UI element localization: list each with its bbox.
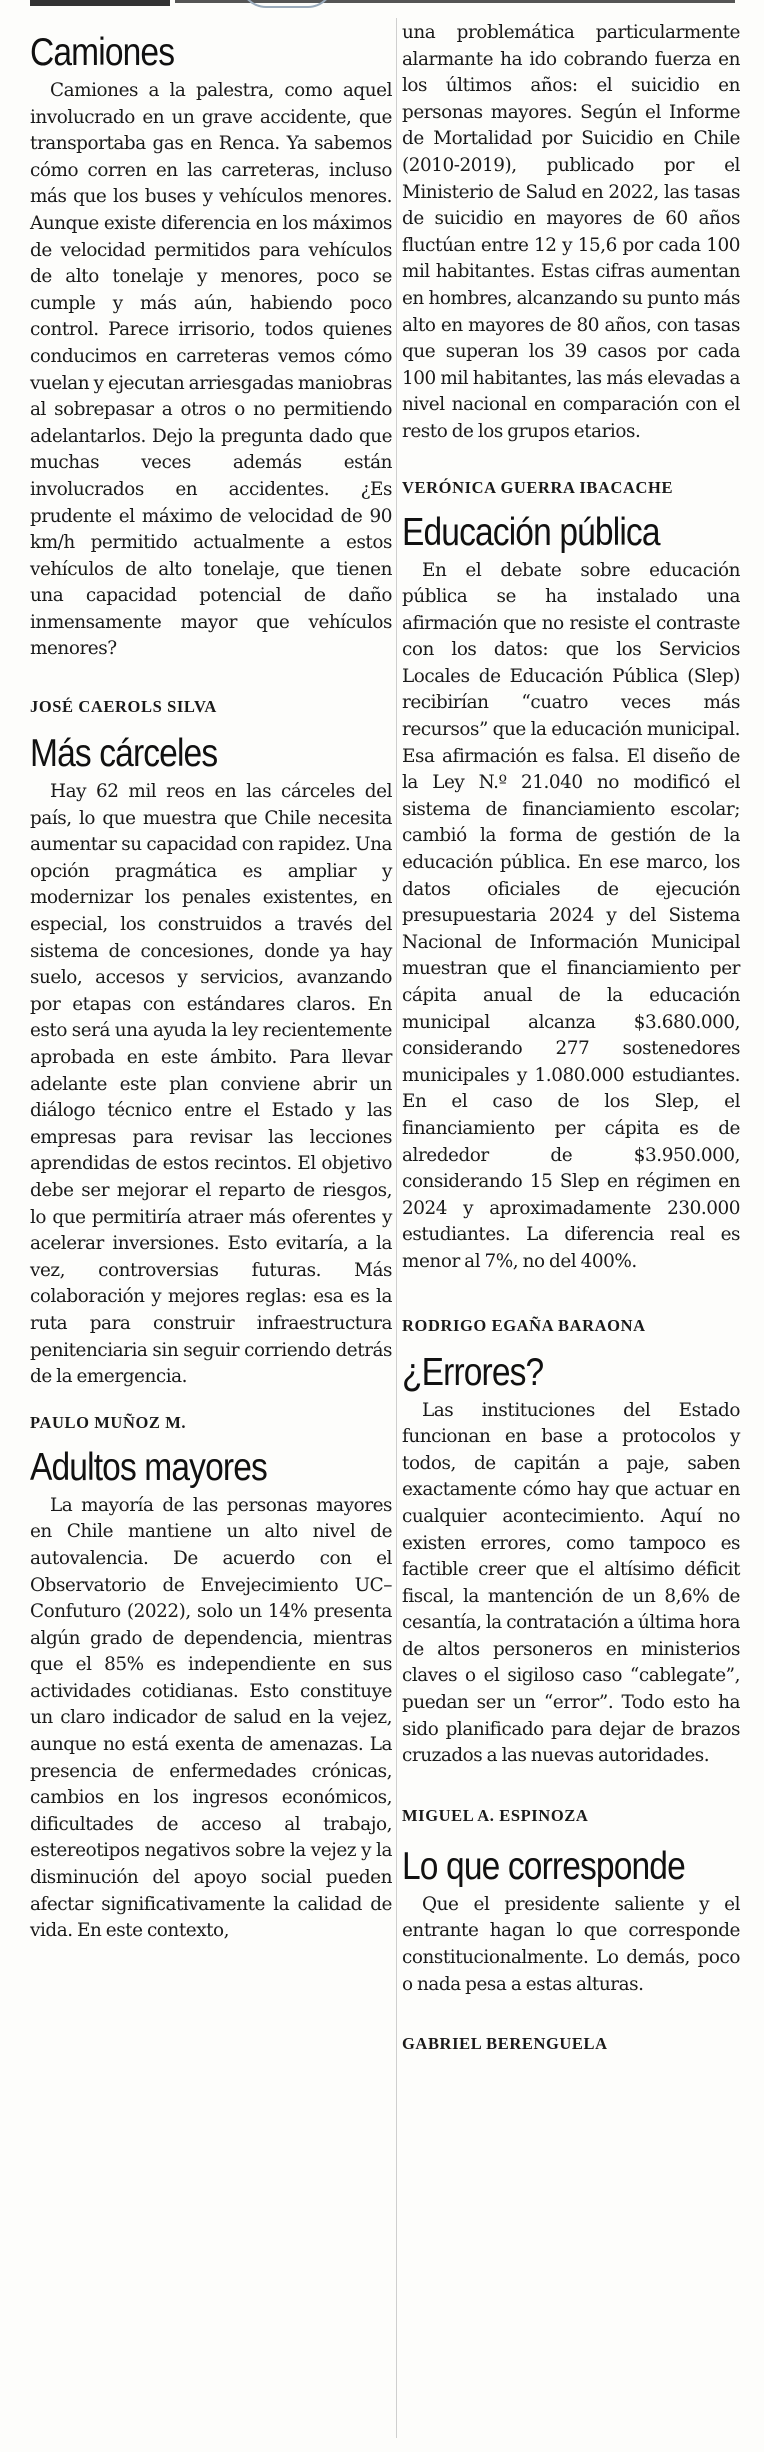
column-divider: [396, 18, 397, 2438]
left-column: [30, 20, 392, 1945]
letter-mas-carceles: [30, 733, 392, 1433]
letter-author: RODRIGO EGAÑA BARAONA: [402, 1315, 646, 1335]
letter-author: MIGUEL A. ESPINOZA: [402, 1805, 589, 1825]
letter-body: En el debate sobre educación pública se ha instalado una afirmación que no resiste el contraste con los datos: que los Servicios Locales de Educación Pública (Slep) recibirían “cuatro veces más recursos” que la educación municipal. Esa afirmación es falsa. El diseño de la Ley N.º 21.040 no modificó el sistema de financiamiento escolar; cambió la forma de gestión de la educación pública. En ese marco, los datos oficiales de ejecución presupuestaria 2024 y del Sistema Nacional de Información Municipal muestran que el financiamiento per cápita anual de la educación municipal alcanza $3.680.000, considerando 277 sostenedores municipales y 1.080.000 estudiantes. En el caso de los Slep, el financiamiento per cápita es de alrededor de $3.950.000, considerando 15 Slep en régimen en 2024 y aproximadamente 230.000 estudiantes. La diferencia real es menor al 7%, no del 400%.: [402, 559, 740, 1272]
letter-adultos-mayores: [30, 1447, 392, 1945]
letter-educacion-publica: [402, 512, 740, 1336]
letter-body: Camiones a la palestra, como aquel involucrado en un grave accidente, que transportaba gas en Renca. Ya sabemos cómo corren en las carreteras, incluso más que los buses y vehículos menores. Aunque existe diferencia en los máximos de velocidad permitidos para vehículos de alto tonelaje y menores, poco se cumple y más aún, habiendo poco control. Parece irrisorio, todos quienes conducimos en carreteras vemos cómo vuelan y ejecutan arriesgadas maniobras al sobrepasar a otros o no permitiendo adelantarlos. Dejo la pregunta dado que muchas veces además están involucrados en accidentes. ¿Es prudente el máximo de velocidad de 90 km/h permitido actualmente a estos vehículos de alto tonelaje, que tienen una capacidad potencial de daño inmensamente mayor que vehículos menores?: [30, 80, 392, 660]
letter-author: PAULO MUÑOZ M.: [30, 1412, 187, 1432]
letter-body: La mayoría de las personas mayores en Chile mantiene un alto nivel de autovalencia. De acuerdo con el Observatorio de Envejecimiento UC–Confuturo (2022), solo un 14% presenta algún grado de dependencia, mientras que el 85% es independiente en sus actividades cotidianas. Esto constituye un claro indicador de salud en la vejez, aunque no está exenta de amenazas. La presencia de enfermedades crónicas, cambios en los ingresos económicos, dificultades de acceso al trabajo, estereotipos negativos sobre la vejez y la disminución del apoyo social pueden afectar significativamente la calidad de vida. En este contexto,: [30, 1494, 392, 1942]
letter-adultos-mayores-continued: [402, 20, 740, 498]
letter-title: Lo que corresponde: [402, 1844, 685, 1888]
top-rule: [30, 0, 170, 6]
letter-errores: [402, 1352, 740, 1826]
letter-body: Que el presidente saliente y el entrante hagan lo que corresponde constitucionalmente. Lo demás, poco o nada pesa a estas alturas.: [402, 1893, 740, 1995]
letter-title: Camiones: [30, 31, 175, 74]
letter-author: GABRIEL BERENGUELA: [402, 2034, 608, 2054]
letter-body-continued: una problemática particularmente alarmante ha ido cobrando fuerza en los últimos años: el suicidio en personas mayores. Según el Informe de Mortalidad por Suicidio en Chile (2010-2019), publicado por el Ministerio de Salud en 2022, las tasas de suicidio en mayores de 60 años fluctúan entre 12 y 15,6 por cada 100 mil habitantes. Estas cifras aumentan en hombres, alcanzando su punto más alto en mayores de 80 años, con tasas que superan los 39 casos por cada 100 mil habitantes, las más elevadas a nivel nacional en comparación con el resto de los grupos etarios.: [402, 22, 740, 442]
letter-camiones: [30, 32, 392, 717]
letter-body: Las instituciones del Estado funcionan en base a protocolos y todos, de capitán a paje, saben exactamente cómo hay que actuar en cualquier acontecimiento. Aquí no existen errores, como tampoco es factible creer que el altísimo déficit fiscal, la mantención de un 8,6% de cesantía, la contratación a última hora de altos personeros en ministerios claves o el sigiloso caso “cablegate”, puedan ser un “error”. Todo esto ha sido planificado para dejar de brazos cruzados a las nuevas autoridades.: [402, 1399, 740, 1767]
letter-author: VERÓNICA GUERRA IBACACHE: [402, 477, 674, 497]
letter-author: JOSÉ CAEROLS SILVA: [30, 697, 217, 717]
right-column: [402, 20, 740, 2054]
letter-title: Adultos mayores: [30, 1445, 267, 1489]
letter-title: Más cárceles: [30, 732, 218, 776]
letter-title: Educación pública: [402, 510, 660, 554]
letter-lo-que-corresponde: [402, 1846, 740, 2054]
decorative-arc: [240, 0, 334, 8]
letter-title: ¿Errores?: [402, 1350, 544, 1394]
letter-body: Hay 62 mil reos en las cárceles del país, lo que muestra que Chile necesita aumentar su capacidad con rapidez. Una opción pragmática es ampliar y modernizar los penales existentes, en especial, los construidos a través del sistema de concesiones, donde ya hay suelo, accesos y servicios, avanzando por etapas con estándares claros. En esto será una ayuda la ley recientemente aprobada en este ámbito. Para llevar adelante este plan conviene abrir un diálogo técnico entre el Estado y las empresas para revisar las lecciones aprendidas de estos recintos. El objetivo debe ser mejorar el reparto de riesgos, lo que permitiría atraer más oferentes y acelerar inversiones. Esto evitaría, a la vez, controversias futuras. Más colaboración y mejores reglas: esa es la ruta para construir infraestructura penitenciaria sin seguir corriendo detrás de la emergencia.: [30, 781, 392, 1388]
